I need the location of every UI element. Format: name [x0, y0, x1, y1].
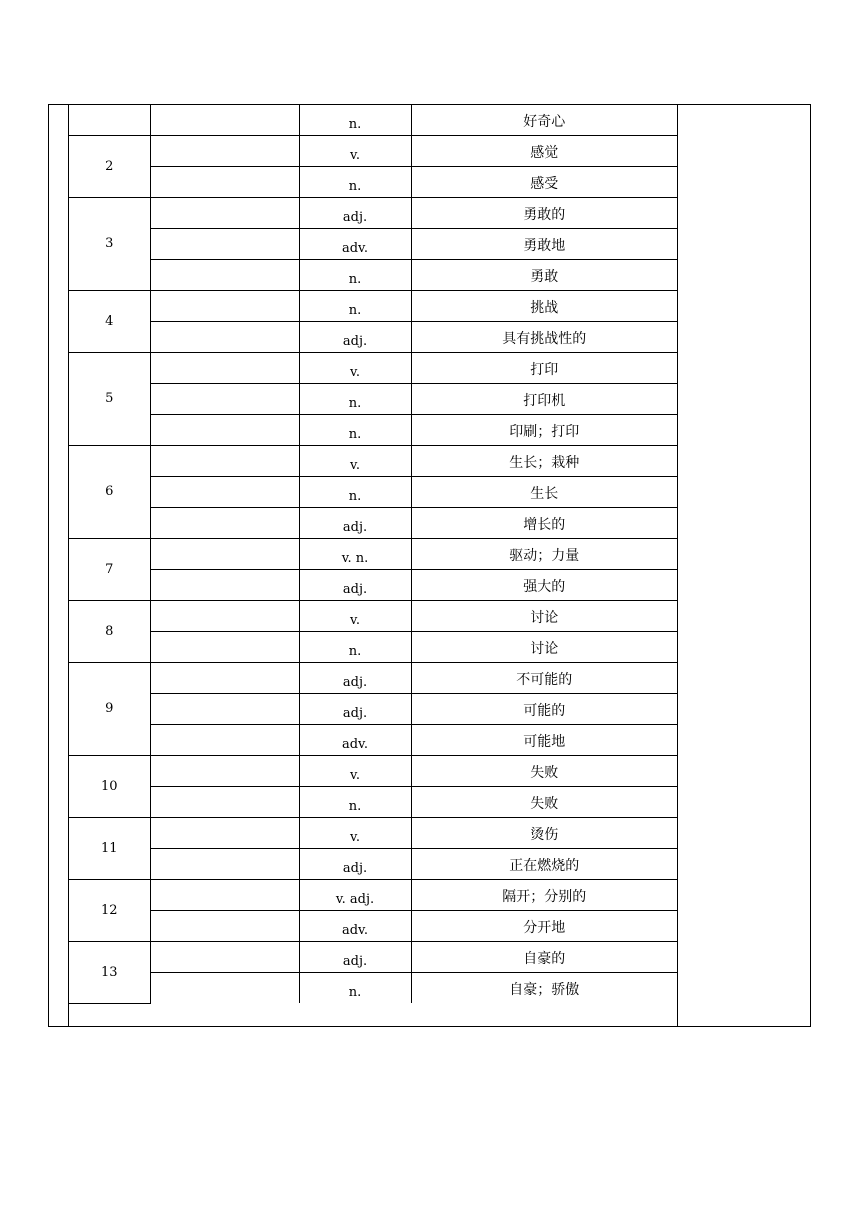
- chinese-meaning: 自豪；骄傲: [411, 972, 677, 1003]
- word-blank-cell: [150, 166, 299, 197]
- table-row: [69, 569, 677, 600]
- word-blank-cell: [150, 352, 299, 383]
- chinese-meaning: 隔开；分别的: [411, 879, 677, 910]
- table-row: [69, 352, 677, 383]
- word-blank-cell: [150, 414, 299, 445]
- word-blank-cell: [150, 600, 299, 631]
- table-row: [69, 476, 677, 507]
- part-of-speech: v. adj.: [299, 879, 411, 910]
- part-of-speech: adv.: [299, 910, 411, 941]
- part-of-speech: v.: [299, 352, 411, 383]
- item-number: 13: [69, 941, 150, 1003]
- item-number: 9: [69, 662, 150, 755]
- part-of-speech: adv.: [299, 724, 411, 755]
- chinese-meaning: 勇敢的: [411, 197, 677, 228]
- word-blank-cell: [150, 476, 299, 507]
- table-row: [69, 941, 677, 972]
- item-number: 4: [69, 290, 150, 352]
- chinese-meaning: 感觉: [411, 135, 677, 166]
- table-row: [69, 693, 677, 724]
- word-blank-cell: [150, 631, 299, 662]
- table-row: [69, 600, 677, 631]
- word-blank-cell: [150, 941, 299, 972]
- chinese-meaning: 打印: [411, 352, 677, 383]
- table-row: [69, 817, 677, 848]
- chinese-meaning: 分开地: [411, 910, 677, 941]
- item-number: [69, 104, 150, 135]
- table-row: [69, 383, 677, 414]
- table-row: [69, 972, 677, 1003]
- part-of-speech: n.: [299, 383, 411, 414]
- item-number: 3: [69, 197, 150, 290]
- chinese-meaning: 生长: [411, 476, 677, 507]
- chinese-meaning: 失败: [411, 755, 677, 786]
- chinese-meaning: 挑战: [411, 290, 677, 321]
- chinese-meaning: 烫伤: [411, 817, 677, 848]
- table-inner-right-border: [677, 104, 678, 1027]
- chinese-meaning: 可能的: [411, 693, 677, 724]
- item-number: 7: [69, 538, 150, 600]
- part-of-speech: adj.: [299, 941, 411, 972]
- chinese-meaning: 具有挑战性的: [411, 321, 677, 352]
- table-row: [69, 507, 677, 538]
- item-number: 2: [69, 135, 150, 197]
- chinese-meaning: 可能地: [411, 724, 677, 755]
- table-row: [69, 290, 677, 321]
- part-of-speech: n.: [299, 414, 411, 445]
- vocabulary-table: [69, 104, 677, 1004]
- word-blank-cell: [150, 817, 299, 848]
- part-of-speech: adj.: [299, 662, 411, 693]
- part-of-speech: v.: [299, 135, 411, 166]
- table-row: [69, 786, 677, 817]
- chinese-meaning: 讨论: [411, 600, 677, 631]
- chinese-meaning: 感受: [411, 166, 677, 197]
- table-row: [69, 724, 677, 755]
- chinese-meaning: 失败: [411, 786, 677, 817]
- chinese-meaning: 讨论: [411, 631, 677, 662]
- word-blank-cell: [150, 197, 299, 228]
- part-of-speech: adj.: [299, 693, 411, 724]
- item-number: 6: [69, 445, 150, 538]
- word-blank-cell: [150, 786, 299, 817]
- word-blank-cell: [150, 104, 299, 135]
- item-number: 11: [69, 817, 150, 879]
- part-of-speech: adj.: [299, 848, 411, 879]
- table-row: [69, 135, 677, 166]
- word-blank-cell: [150, 228, 299, 259]
- table-row: [69, 104, 677, 135]
- part-of-speech: n.: [299, 166, 411, 197]
- table-row: [69, 662, 677, 693]
- chinese-meaning: 打印机: [411, 383, 677, 414]
- table-row: [69, 259, 677, 290]
- word-blank-cell: [150, 848, 299, 879]
- table-row: [69, 755, 677, 786]
- word-blank-cell: [150, 662, 299, 693]
- chinese-meaning: 驱动；力量: [411, 538, 677, 569]
- word-blank-cell: [150, 290, 299, 321]
- word-blank-cell: [150, 538, 299, 569]
- part-of-speech: n.: [299, 786, 411, 817]
- word-blank-cell: [150, 972, 299, 1003]
- chinese-meaning: 不可能的: [411, 662, 677, 693]
- chinese-meaning: 勇敢地: [411, 228, 677, 259]
- item-number: 8: [69, 600, 150, 662]
- item-number: 12: [69, 879, 150, 941]
- word-blank-cell: [150, 910, 299, 941]
- word-blank-cell: [150, 383, 299, 414]
- chinese-meaning: 好奇心: [411, 104, 677, 135]
- part-of-speech: v. n.: [299, 538, 411, 569]
- word-blank-cell: [150, 879, 299, 910]
- part-of-speech: n.: [299, 104, 411, 135]
- word-blank-cell: [150, 755, 299, 786]
- part-of-speech: adj.: [299, 507, 411, 538]
- part-of-speech: adj.: [299, 197, 411, 228]
- part-of-speech: v.: [299, 600, 411, 631]
- item-number: 10: [69, 755, 150, 817]
- chinese-meaning: 生长；栽种: [411, 445, 677, 476]
- part-of-speech: n.: [299, 972, 411, 1003]
- word-blank-cell: [150, 693, 299, 724]
- word-blank-cell: [150, 569, 299, 600]
- word-blank-cell: [150, 507, 299, 538]
- table-row: [69, 879, 677, 910]
- part-of-speech: v.: [299, 755, 411, 786]
- table-row: [69, 910, 677, 941]
- chinese-meaning: 勇敢: [411, 259, 677, 290]
- word-blank-cell: [150, 724, 299, 755]
- part-of-speech: n.: [299, 259, 411, 290]
- part-of-speech: n.: [299, 476, 411, 507]
- part-of-speech: v.: [299, 817, 411, 848]
- part-of-speech: adj.: [299, 569, 411, 600]
- table-row: [69, 631, 677, 662]
- part-of-speech: n.: [299, 631, 411, 662]
- table-row: [69, 414, 677, 445]
- word-blank-cell: [150, 445, 299, 476]
- part-of-speech: v.: [299, 445, 411, 476]
- chinese-meaning: 正在燃烧的: [411, 848, 677, 879]
- table-row: [69, 321, 677, 352]
- word-blank-cell: [150, 259, 299, 290]
- chinese-meaning: 增长的: [411, 507, 677, 538]
- item-number: 5: [69, 352, 150, 445]
- table-row: [69, 848, 677, 879]
- table-row: [69, 197, 677, 228]
- word-blank-cell: [150, 321, 299, 352]
- table-row: [69, 228, 677, 259]
- part-of-speech: adv.: [299, 228, 411, 259]
- table-row: [69, 445, 677, 476]
- word-blank-cell: [150, 135, 299, 166]
- part-of-speech: adj.: [299, 321, 411, 352]
- table-row: [69, 166, 677, 197]
- part-of-speech: n.: [299, 290, 411, 321]
- chinese-meaning: 印刷；打印: [411, 414, 677, 445]
- table-row: [69, 538, 677, 569]
- chinese-meaning: 强大的: [411, 569, 677, 600]
- chinese-meaning: 自豪的: [411, 941, 677, 972]
